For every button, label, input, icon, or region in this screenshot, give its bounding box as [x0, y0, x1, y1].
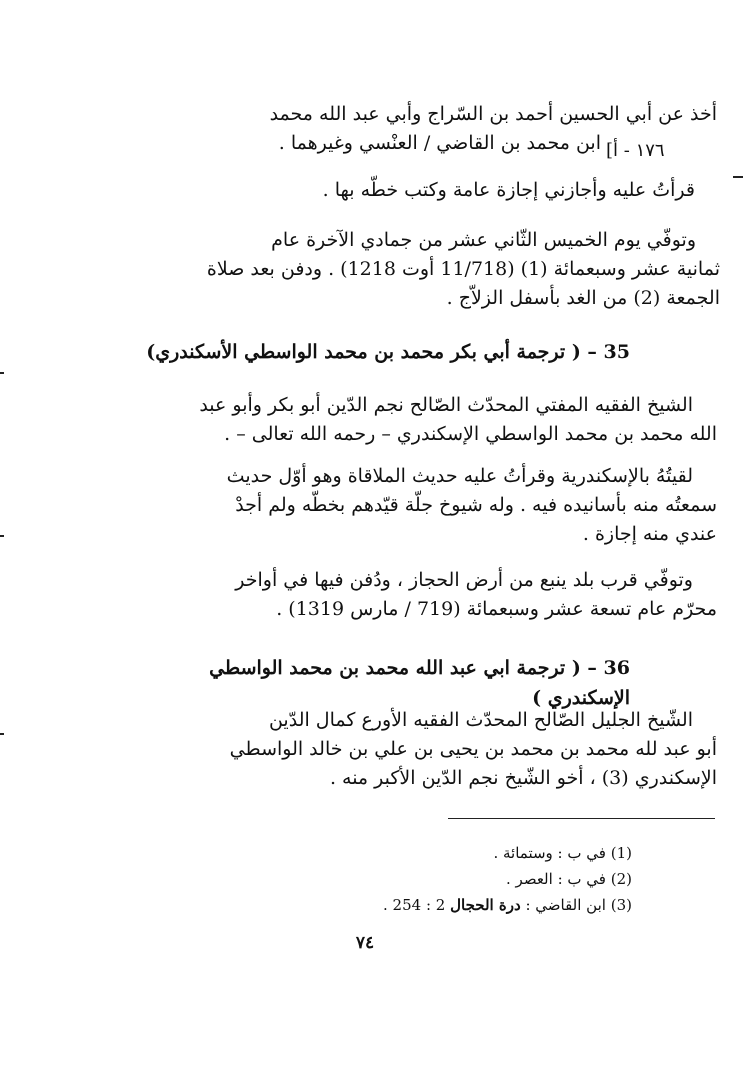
- footnote-text: في ب : وستمائة .: [493, 844, 606, 862]
- paragraph-1-line-1: أخذ عن أبي الحسين أحمد بن السّراج وأبي عبد الله محمد: [269, 103, 717, 125]
- footnote-text-prefix: ابن القاضي :: [520, 896, 606, 914]
- paragraph-1-line-2: ابن محمد بن القاضي / العنْسي وغيرهما .: [278, 132, 601, 154]
- edge-mark-left-2: [0, 535, 4, 537]
- paragraph-1: [102, 100, 717, 158]
- footnote-number: (2): [610, 870, 632, 888]
- paragraph-7-line-3: الإسكندري (3) ، أخو الشّيخ نجم الدّين الأكبر منه .: [329, 767, 717, 789]
- manuscript-folio-note: ١٧٦ - أ]: [606, 140, 665, 161]
- paragraph-3-line-1: وتوفّي يوم الخميس الثّاني عشر من جمادي الآخرة عام: [271, 229, 696, 251]
- section-heading-35: 35 – ( ترجمة أبي بكر محمد بن محمد الواسطي الأسكندري): [146, 341, 630, 363]
- paragraph-5-line-3: عندي منه إجازة .: [582, 523, 717, 545]
- paragraph-3-line-3: الجمعة (2) من الغد بأسفل الزلاّج .: [446, 287, 720, 309]
- paragraph-5-line-1: لقيتُهُ بالإسكندرية وقرأتُ عليه حديث الملاقاة وهو أوّل حديث: [226, 465, 693, 487]
- footnote-text: في ب : العصر .: [506, 870, 606, 888]
- footnotes: [320, 840, 632, 918]
- footnote-1: [320, 840, 632, 866]
- paragraph-5: [95, 462, 717, 549]
- section-heading-36: 36 – ( ترجمة ابي عبد الله محمد بن محمد الواسطي الإسكندري ): [209, 657, 630, 709]
- paragraph-5-line-2: سمعتُه منه بأسانيده فيه . وله شيوخ جلّة قيّدهم بخطّه ولم أجدْ: [235, 494, 717, 516]
- edge-mark-left-3: [0, 733, 4, 735]
- paragraph-2: [95, 176, 717, 205]
- page-number: ٧٤: [355, 933, 375, 953]
- paragraph-7-line-2: أبو عبد لله محمد بن محمد بن يحيى بن علي بن خالد الواسطي: [229, 738, 717, 760]
- footnote-2: [320, 866, 632, 892]
- edge-mark-left-1: [0, 372, 4, 374]
- footnote-number: (3): [610, 896, 632, 914]
- paragraph-6-line-1: وتوفّي قرب بلد ينبع من أرض الحجاز ، ودُفن فيها في أواخر: [235, 569, 693, 591]
- paragraph-4: [95, 391, 717, 449]
- footnote-number: (1): [610, 844, 632, 862]
- footnote-text-suffix: 2 : 254 .: [383, 896, 451, 914]
- paragraph-3-line-2: ثمانية عشر وسبعمائة (1) (11/718 أوت 1218) . ودفن بعد صلاة: [206, 258, 720, 280]
- paragraph-2-line-1: قرأتُ عليه وأجازني إجازة عامة وكتب خطّه بها .: [322, 179, 695, 201]
- paragraph-6: [95, 566, 717, 624]
- paragraph-6-line-2: محرّم عام تسعة عشر وسبعمائة (719 / مارس 1319) .: [276, 598, 717, 620]
- paragraph-3: [97, 226, 720, 313]
- footnote-book-title: درة الحجال: [450, 896, 521, 914]
- footnote-separator: [448, 818, 715, 819]
- paragraph-7: [95, 706, 717, 793]
- paragraph-4-line-2: الله محمد بن محمد الواسطي الإسكندري – رحمه الله تعالى – .: [224, 423, 717, 445]
- footnote-3: [320, 892, 632, 918]
- paragraph-7-line-1: الشّيخ الجليل الصّالح المحدّث الفقيه الأورع كمال الدّين: [268, 709, 693, 731]
- paragraph-4-line-1: الشيخ الفقيه المفتي المحدّث الصّالح نجم الدّين أبو بكر وأبو عبد: [199, 394, 693, 416]
- edge-mark-top-right: [733, 176, 743, 178]
